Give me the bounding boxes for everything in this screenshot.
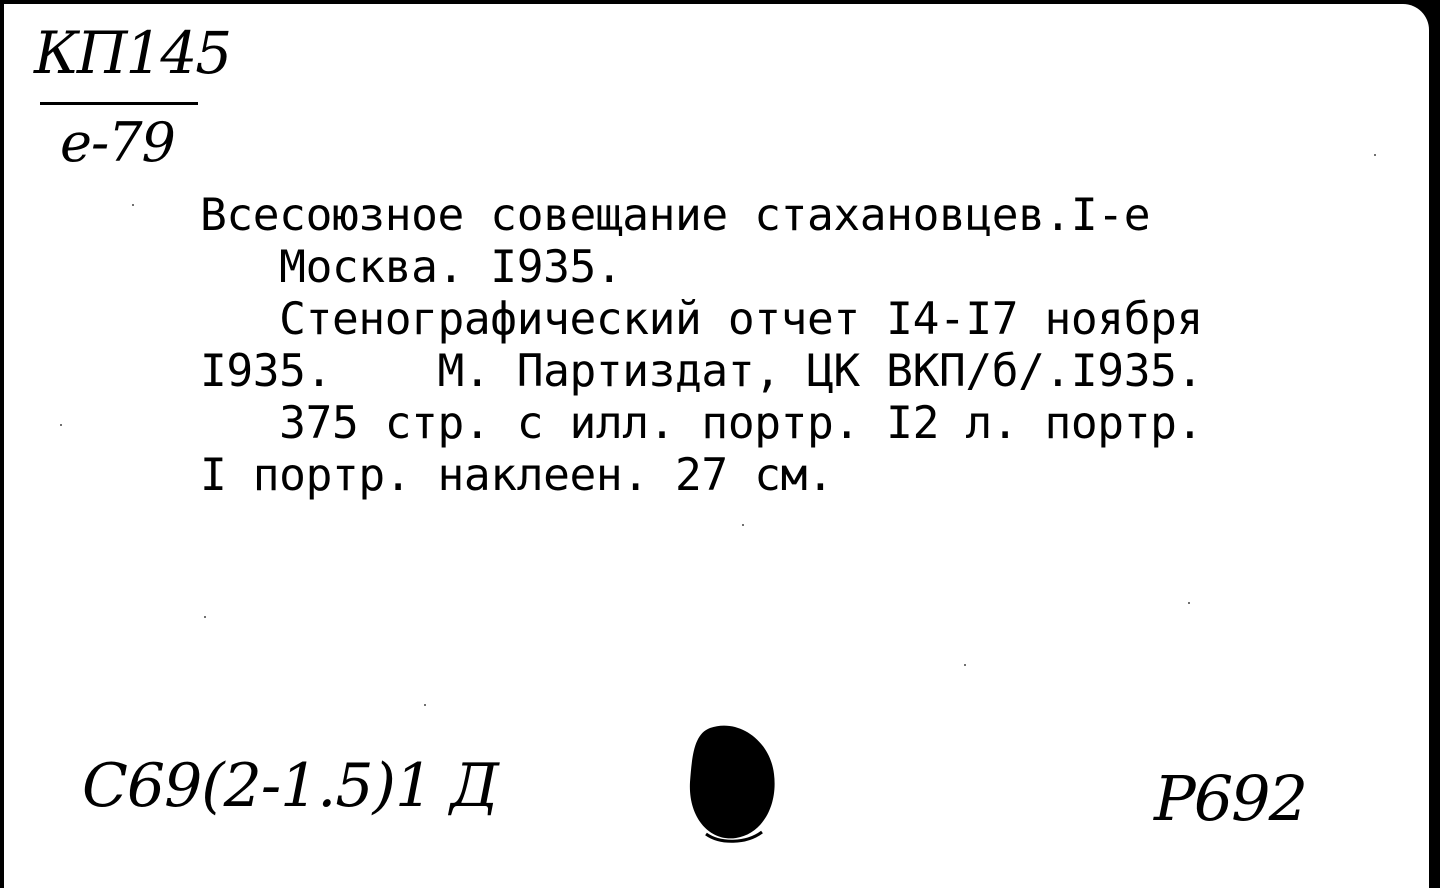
shelf-mark: С69(2-1.5)1 Д	[82, 751, 498, 821]
speck	[1374, 154, 1376, 156]
speck	[742, 524, 744, 526]
entry-line: Всесоюзное совещание стахановцев.I-е	[200, 190, 1151, 241]
speck	[1188, 602, 1190, 604]
entry-line: I935. М. Партиздат, ЦК ВКП/б/.I935.	[200, 346, 1203, 397]
speck	[132, 204, 134, 206]
speck	[60, 424, 62, 426]
catalog-card	[4, 4, 1429, 888]
inventory-number: Р692	[1154, 762, 1307, 835]
entry-line: Стенографический отчет I4-I7 ноября	[200, 294, 1203, 345]
entry-line: I портр. наклеен. 27 см.	[200, 450, 834, 501]
entry-line: Москва. I935.	[200, 242, 623, 293]
speck	[964, 664, 966, 666]
call-number-line1: КП145	[34, 19, 231, 87]
punch-hole	[680, 720, 784, 848]
call-number-underline	[40, 102, 198, 105]
call-number-line2: е-79	[60, 111, 175, 174]
entry-line: 375 стр. с илл. портр. I2 л. портр.	[200, 398, 1203, 449]
speck	[424, 704, 426, 706]
bibliographic-entry	[200, 190, 1203, 502]
speck	[204, 616, 206, 618]
